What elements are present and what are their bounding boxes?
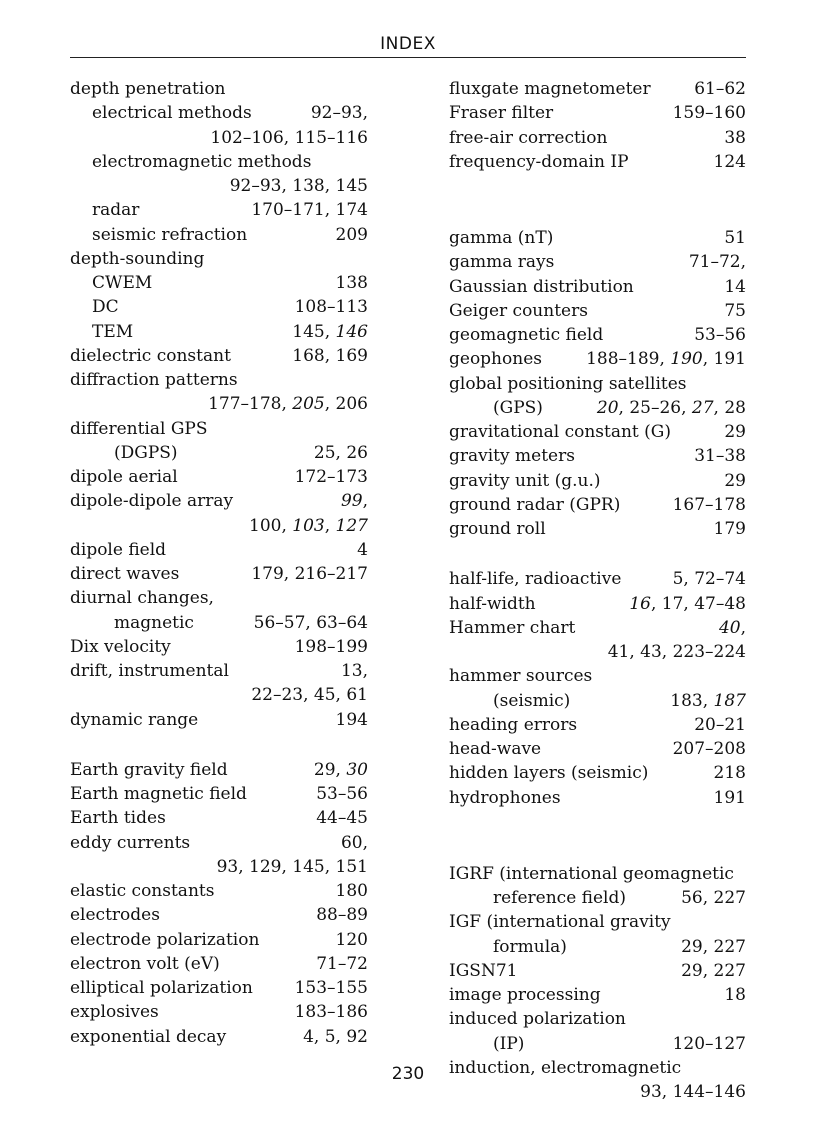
page-ref: 218 [713, 763, 746, 784]
page-references [724, 420, 746, 444]
page-ref: 60, [340, 832, 368, 853]
page-ref: 170–171, 174 [251, 200, 368, 221]
index-entry [70, 150, 368, 174]
index-column-right [449, 77, 746, 1104]
index-entry [70, 562, 368, 586]
index-term: depth penetration [70, 79, 226, 99]
index-term: Earth tides [70, 808, 166, 829]
index-column-left [70, 77, 368, 1049]
page-ref: 198–199 [294, 636, 368, 657]
index-term: dipole aerial [70, 467, 178, 487]
index-entry [70, 1000, 368, 1024]
page-references [719, 616, 746, 640]
page-ref: 18 [724, 985, 746, 1005]
index-entry [449, 959, 746, 983]
index-term: IGRF (international geomagnetic [449, 863, 734, 884]
page-ref: 53–56 [316, 784, 368, 804]
index-term: gravitational constant (G) [449, 422, 672, 442]
page-ref: 145, [292, 321, 336, 342]
page-ref: 92–93, 138, 145 [229, 176, 368, 196]
page-ref: 88–89 [316, 905, 368, 926]
index-term: induction, electromagnetic [449, 1057, 682, 1078]
index-term: free-air correction [449, 127, 608, 148]
page-references [295, 295, 368, 319]
index-entry [70, 441, 368, 465]
index-entry [70, 683, 368, 707]
index-entry [70, 586, 368, 610]
index-term: Fraser filter [449, 103, 554, 124]
index-term: reference field) [493, 888, 627, 908]
page-references [694, 323, 746, 347]
page-references [208, 392, 368, 416]
page-references [681, 886, 746, 910]
index-entry [449, 786, 746, 810]
index-term: explosives [70, 1002, 159, 1023]
index-entry [70, 344, 368, 368]
page-ref: 188–189, [586, 349, 671, 370]
page-ref: 51 [724, 228, 746, 248]
index-entry [449, 640, 746, 664]
page-references [673, 737, 746, 761]
page-references [295, 635, 368, 659]
index-term: magnetic [114, 612, 194, 633]
index-entry [449, 226, 746, 250]
index-term: half-width [449, 593, 536, 614]
page-references [597, 396, 746, 420]
page-references [336, 271, 368, 295]
page-ref-italic: 205 [292, 394, 325, 415]
index-entry [70, 635, 368, 659]
section-gap [449, 541, 746, 567]
index-entry [449, 420, 746, 444]
page-references [724, 983, 746, 1007]
index-term: exponential decay [70, 1026, 227, 1047]
index-entry [70, 198, 368, 222]
page-ref: 209 [335, 224, 368, 245]
page-ref: 92–93, [310, 103, 368, 124]
index-entry [449, 323, 746, 347]
index-term: geomagnetic field [449, 325, 604, 345]
index-entry [449, 983, 746, 1007]
index-term: dipole-dipole array [70, 491, 234, 512]
index-entry [70, 392, 368, 416]
index-term: electrical methods [92, 103, 252, 124]
index-entry [70, 758, 368, 782]
index-entry [449, 689, 746, 713]
index-entry [70, 806, 368, 830]
page-ref-italic: 20 [596, 397, 619, 418]
index-entry [449, 444, 746, 468]
page-ref: 168, 169 [292, 345, 368, 366]
page-references [295, 1000, 368, 1024]
index-entry [70, 271, 368, 295]
index-entry [70, 1025, 368, 1049]
page-ref: 167–178 [672, 494, 746, 515]
page-references [251, 562, 368, 586]
index-entry [449, 592, 746, 616]
page-ref: , [362, 491, 368, 512]
index-term: diurnal changes, [70, 588, 214, 609]
page-references [714, 761, 746, 785]
index-entry [449, 126, 746, 150]
index-term: CWEM [92, 273, 153, 293]
index-entry [70, 928, 368, 952]
index-term: Geiger counters [449, 300, 588, 321]
index-term: ground roll [449, 519, 546, 539]
index-term: elliptical polarization [70, 978, 253, 998]
page-references [316, 782, 368, 806]
index-term: hydrophones [449, 787, 561, 808]
index-entry [70, 126, 368, 150]
page-references [341, 489, 368, 513]
index-term: Earth magnetic field [70, 784, 247, 804]
page-references [292, 320, 368, 344]
index-entry [70, 489, 368, 513]
page-references [724, 226, 746, 250]
page-ref: 159–160 [672, 103, 746, 124]
index-entry [70, 855, 368, 879]
page-references [714, 150, 746, 174]
index-entry [70, 538, 368, 562]
page-ref: 71–72 [316, 953, 368, 974]
page-ref: 120 [335, 929, 368, 950]
page-ref-italic: 27 [691, 397, 714, 418]
index-term: frequency-domain IP [449, 151, 629, 172]
index-term: ground radar (GPR) [449, 494, 621, 515]
page-ref-italic: 146 [335, 321, 368, 342]
page-references [724, 299, 746, 323]
page-references [681, 959, 746, 983]
index-term: induced polarization [449, 1009, 626, 1030]
index-term: differential GPS [70, 418, 208, 439]
page-ref: 177–178, [208, 394, 293, 415]
page-ref: , 191 [702, 349, 746, 370]
page-references [341, 659, 368, 683]
page-ref-italic: 30 [346, 759, 368, 780]
section-gap [449, 810, 746, 836]
page-ref-italic: 127 [335, 515, 368, 536]
index-entry [449, 886, 746, 910]
page-references [694, 77, 746, 101]
index-term: (seismic) [493, 690, 571, 711]
index-term: DC [92, 297, 119, 318]
index-entry [70, 708, 368, 732]
index-entry [70, 659, 368, 683]
page-ref: 153–155 [294, 978, 368, 998]
page-references [689, 250, 746, 274]
page-ref: 29, 227 [681, 960, 746, 981]
page-references [714, 786, 746, 810]
index-entry [449, 275, 746, 299]
index-entry [449, 396, 746, 420]
page-references [336, 708, 368, 732]
index-term: (DGPS) [114, 442, 178, 463]
index-term: geophones [449, 349, 542, 370]
page-ref-italic: 99 [340, 491, 363, 512]
page-references [694, 713, 746, 737]
page-ref: 207–208 [672, 739, 746, 759]
index-term: image processing [449, 985, 601, 1005]
index-entry [449, 493, 746, 517]
index-entry [70, 879, 368, 903]
page-ref: 22–23, 45, 61 [251, 685, 368, 706]
page-ref: 183, [670, 690, 714, 711]
page-references [673, 1032, 746, 1056]
page-references [336, 223, 368, 247]
page-references [724, 126, 746, 150]
header-rule [70, 57, 746, 58]
page-references [608, 640, 746, 664]
page-references [336, 879, 368, 903]
page-references [217, 855, 368, 879]
page-references [673, 567, 746, 591]
index-term: heading errors [449, 714, 578, 735]
page-ref: , 28 [713, 397, 746, 418]
index-term: electron volt (eV) [70, 953, 220, 974]
page-ref: 100, [249, 515, 293, 536]
page-references [670, 689, 746, 713]
page-ref: 31–38 [694, 446, 746, 467]
page-references [724, 469, 746, 493]
index-term: TEM [92, 321, 134, 342]
page-ref: 179 [713, 519, 746, 539]
page-references [336, 928, 368, 952]
page-ref: 25, 26 [313, 442, 368, 463]
index-entry [70, 417, 368, 441]
index-entry [449, 935, 746, 959]
page-ref-italic: 40 [718, 617, 741, 638]
page-references [357, 538, 368, 562]
running-header: INDEX [380, 34, 436, 54]
index-entry [449, 372, 746, 396]
page-ref: 138 [335, 273, 368, 293]
index-term: fluxgate magnetometer [449, 79, 651, 99]
index-entry [70, 295, 368, 319]
page-ref: 20–21 [694, 714, 746, 735]
index-entry [70, 514, 368, 538]
index-entry [449, 713, 746, 737]
index-entry [70, 223, 368, 247]
page-ref: 102–106, 115–116 [210, 127, 368, 148]
index-entry [70, 465, 368, 489]
page-ref-italic: 187 [713, 690, 746, 711]
page-ref: 71–72, [688, 252, 746, 273]
page-ref-italic: 103 [292, 515, 325, 536]
page-ref: 172–173 [294, 467, 368, 487]
page-references [292, 344, 368, 368]
index-term: gravity meters [449, 446, 575, 467]
index-term: gravity unit (g.u.) [449, 470, 601, 491]
index-entry [449, 77, 746, 101]
page-references [586, 347, 746, 371]
index-entry [449, 150, 746, 174]
index-term: IGSN71 [449, 960, 518, 981]
index-entry [449, 567, 746, 591]
index-entry [449, 250, 746, 274]
page-references [316, 952, 368, 976]
page-ref: 14 [724, 276, 746, 297]
index-entry [449, 101, 746, 125]
page-ref: , 25–26, [618, 397, 692, 418]
index-term: elastic constants [70, 881, 215, 901]
page-ref: 108–113 [294, 297, 368, 318]
page-references [251, 683, 368, 707]
index-term: electrodes [70, 905, 160, 926]
page-references [673, 493, 746, 517]
index-entry [70, 247, 368, 271]
page-references [629, 592, 746, 616]
index-entry [449, 664, 746, 688]
page-ref: 179, 216–217 [251, 564, 368, 584]
index-term: half-life, radioactive [449, 569, 622, 590]
page-ref: 13, [340, 661, 368, 681]
index-term: Dix velocity [70, 636, 171, 657]
page-ref: 4 [357, 539, 368, 560]
page-references [314, 441, 368, 465]
index-term: seismic refraction [92, 224, 248, 245]
index-entry [70, 782, 368, 806]
page-ref: 56, 227 [681, 888, 746, 908]
index-entry [449, 469, 746, 493]
page-ref: 29 [724, 422, 746, 442]
page-references [714, 517, 746, 541]
index-term: Gaussian distribution [449, 276, 634, 297]
index-term: Hammer chart [449, 617, 576, 638]
page-ref: 61–62 [694, 79, 746, 99]
page-ref: 44–45 [316, 808, 368, 829]
index-entry [449, 737, 746, 761]
index-entry [70, 976, 368, 1000]
index-entry [70, 77, 368, 101]
page-references [303, 1025, 368, 1049]
index-entry [449, 517, 746, 541]
index-entry [449, 761, 746, 785]
section-gap [70, 732, 368, 758]
page-ref: , 206 [324, 394, 368, 415]
index-entry [70, 320, 368, 344]
index-entry [449, 1007, 746, 1031]
index-term: hidden layers (seismic) [449, 763, 649, 784]
index-entry [449, 1032, 746, 1056]
index-entry [70, 101, 368, 125]
section-gap [449, 836, 746, 862]
page-references [316, 903, 368, 927]
index-term: dipole field [70, 539, 167, 560]
index-entry [449, 347, 746, 371]
index-entry [449, 862, 746, 886]
index-term: dielectric constant [70, 345, 231, 366]
index-term: direct waves [70, 564, 180, 584]
index-term: gamma (nT) [449, 228, 554, 248]
section-gap [449, 174, 746, 200]
page-ref: , [324, 515, 336, 536]
page-references [673, 101, 746, 125]
index-entry [70, 831, 368, 855]
page-ref: 191 [713, 787, 746, 808]
index-term: gamma rays [449, 252, 555, 273]
page-ref: 93, 144–146 [640, 1082, 746, 1102]
page-references [314, 758, 368, 782]
index-entry [70, 368, 368, 392]
page-ref: 4, 5, 92 [303, 1026, 368, 1047]
page-references [724, 275, 746, 299]
index-term: electrode polarization [70, 929, 260, 950]
page-references [295, 976, 368, 1000]
index-term: Earth gravity field [70, 759, 228, 780]
page-number: 230 [391, 1064, 425, 1084]
page-ref: 93, 129, 145, 151 [216, 856, 368, 877]
page-references [311, 101, 368, 125]
index-term: eddy currents [70, 832, 191, 853]
page-ref: 5, 72–74 [672, 569, 746, 590]
page-ref: , [740, 617, 746, 638]
index-term: global positioning satellites [449, 373, 687, 394]
page-ref: , 17, 47–48 [650, 593, 746, 614]
page-ref: 53–56 [694, 325, 746, 345]
page-ref: 183–186 [294, 1002, 368, 1023]
index-term: hammer sources [449, 666, 593, 687]
page-references [341, 831, 368, 855]
index-entry [70, 611, 368, 635]
page-ref: 56–57, 63–64 [253, 612, 368, 633]
index-entry [449, 616, 746, 640]
page-references [251, 198, 368, 222]
page-ref-italic: 16 [629, 593, 651, 614]
index-term: electromagnetic methods [92, 151, 312, 172]
page-ref: 38 [724, 127, 746, 148]
page-references [210, 126, 368, 150]
index-entry [449, 299, 746, 323]
index-term: (GPS) [493, 397, 543, 418]
page-references [694, 444, 746, 468]
page-references [295, 465, 368, 489]
index-term: depth-sounding [70, 248, 205, 269]
page-references [230, 174, 368, 198]
index-entry [449, 910, 746, 934]
page-references [249, 514, 368, 538]
index-term: radar [92, 200, 140, 221]
index-term: formula) [493, 936, 567, 957]
page-references [316, 806, 368, 830]
page-references [254, 611, 368, 635]
page-ref: 75 [724, 300, 746, 321]
page-ref: 29, 227 [681, 936, 746, 957]
page-ref: 29 [724, 470, 746, 491]
page-ref: 180 [335, 881, 368, 901]
index-term: IGF (international gravity [449, 912, 671, 933]
index-entry [70, 903, 368, 927]
page-ref: 41, 43, 223–224 [607, 642, 746, 662]
section-gap [449, 200, 746, 226]
index-term: head-wave [449, 739, 542, 759]
index-entry [70, 174, 368, 198]
index-term: dynamic range [70, 709, 199, 730]
index-term: (IP) [493, 1033, 525, 1054]
index-term: diffraction patterns [70, 370, 238, 390]
page-ref-italic: 190 [670, 349, 703, 370]
page-ref: 124 [713, 151, 746, 172]
page-ref: 29, [313, 759, 347, 780]
page-references [681, 935, 746, 959]
page-ref: 194 [335, 709, 368, 730]
index-term: drift, instrumental [70, 661, 229, 681]
index-entry [70, 952, 368, 976]
page-ref: 120–127 [672, 1033, 746, 1054]
